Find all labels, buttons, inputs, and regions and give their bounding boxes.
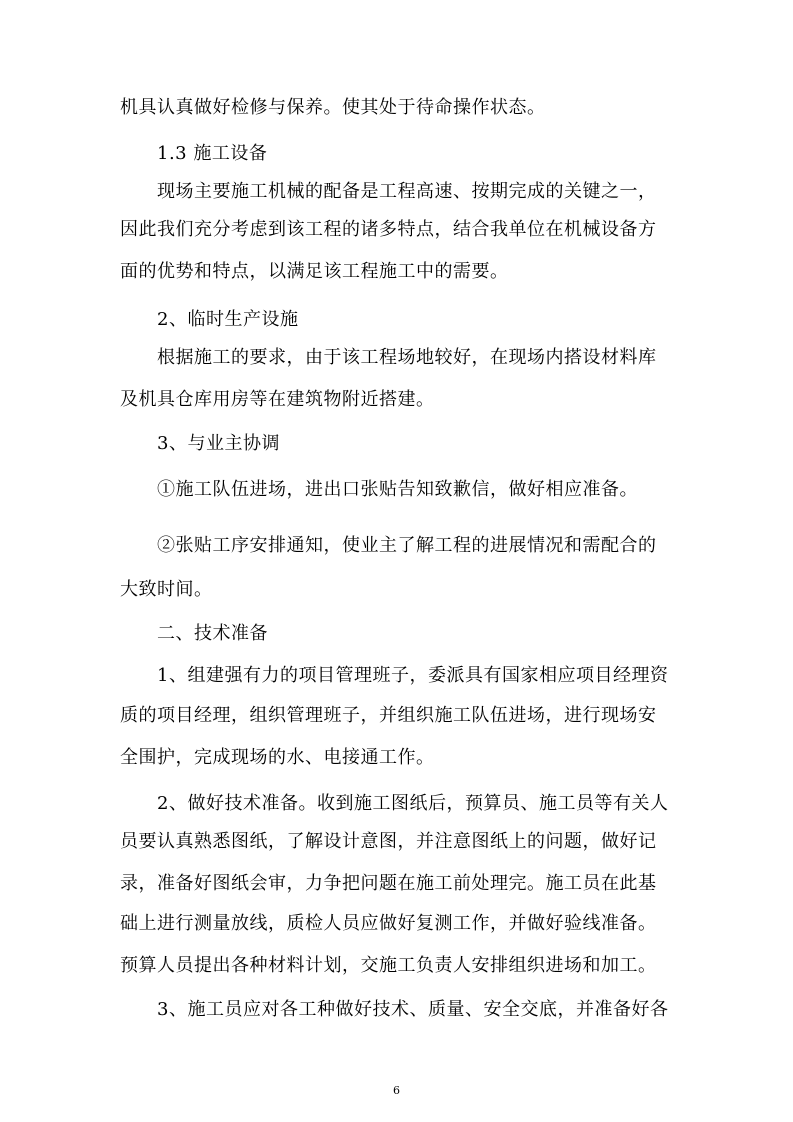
- text-line: 1、组建强有力的项目管理班子，委派具有国家相应项目经理资: [157, 665, 669, 686]
- text-line: 面的优势和特点，以满足该工程施工中的需要。: [120, 261, 509, 282]
- text-line: 录，准备好图纸会审，力争把问题在施工前处理完。施工员在此基: [120, 873, 657, 894]
- list-item: ②张贴工序安排通知，使业主了解工程的进展情况和需配合的: [157, 535, 657, 556]
- page-number: 6: [393, 1084, 400, 1097]
- text-line: 2、做好技术准备。收到施工图纸后，预算员、施工员等有关人: [157, 793, 669, 814]
- text-line: 预算人员提出各种材料计划，交施工负责人安排组织进场和加工。: [120, 955, 657, 976]
- text-line: 3、施工员应对各工种做好技术、质量、安全交底，并准备好各: [157, 999, 669, 1020]
- text-line: 现场主要施工机械的配备是工程高速、按期完成的关键之一，: [157, 181, 657, 202]
- section-heading: 3、与业主协调: [157, 433, 280, 454]
- text-line: 因此我们充分考虑到该工程的诸多特点，结合我单位在机械设备方: [120, 219, 657, 240]
- section-heading: 2、临时生产设施: [157, 309, 299, 330]
- text-line: 全围护，完成现场的水、电接通工作。: [120, 747, 435, 768]
- text-line: 质的项目经理，组织管理班子，并组织施工队伍进场，进行现场安: [120, 705, 657, 726]
- list-item: ①施工队伍进场，进出口张贴告知致歉信，做好相应准备。: [157, 479, 638, 500]
- text-line: 及机具仓库用房等在建筑物附近搭建。: [120, 389, 435, 410]
- section-heading: 1.3 施工设备: [157, 143, 268, 164]
- section-heading: 二、技术准备: [157, 623, 268, 644]
- text-line: 员要认真熟悉图纸，了解设计意图，并注意图纸上的问题，做好记: [120, 831, 657, 852]
- text-line: 础上进行测量放线，质检人员应做好复测工作，并做好验线准备。: [120, 913, 657, 934]
- text-line: 机具认真做好检修与保养。使其处于待命操作状态。: [120, 97, 546, 118]
- text-line: 大致时间。: [120, 579, 213, 600]
- text-line: 根据施工的要求，由于该工程场地较好，在现场内搭设材料库: [157, 347, 657, 368]
